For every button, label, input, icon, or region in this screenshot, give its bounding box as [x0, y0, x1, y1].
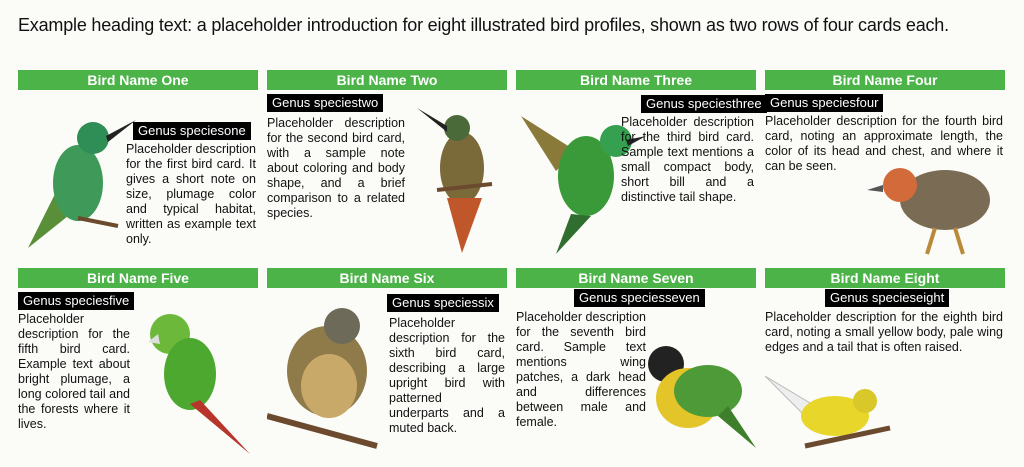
tyrannulet-illustration	[765, 356, 895, 456]
card-title: Bird Name Two	[267, 70, 507, 90]
card-title: Bird Name Six	[267, 268, 507, 288]
fruiteater-illustration	[638, 336, 756, 456]
card-title: Bird Name One	[18, 70, 258, 90]
card-description: Placeholder description for the sixth bird card, describing a large upright bird with patterned underparts and a muted back.	[389, 316, 505, 435]
bird-card-7	[516, 268, 756, 458]
scientific-name-tag: Genus speciestwo	[267, 94, 383, 112]
card-description: Placeholder description for the seventh bird card. Sample text mentions wing patches, a dark head and differences between male and female.	[516, 310, 646, 429]
scientific-name-tag: Genus specieseight	[825, 289, 949, 307]
card-description: Placeholder description for the third bird card. Sample text mentions a small compact body, short bill and a distinctive tail shape.	[621, 115, 754, 204]
bird-card-8	[765, 268, 1005, 458]
card-title: Bird Name Seven	[516, 268, 756, 288]
card-description: Placeholder description for the first bird card. It gives a short note on size, plumage color and typical habitat, written as example text only.	[126, 142, 256, 246]
hummingbird-illustration	[18, 98, 138, 258]
bird-card-4	[765, 70, 1005, 260]
antpitta-illustration	[267, 296, 387, 456]
hummingbird-illustration	[407, 98, 507, 258]
parakeet-illustration	[130, 304, 258, 456]
scientific-name-tag: Genus speciesthree	[641, 95, 767, 113]
card-description: Placeholder description for the fourth bird card, noting an approximate length, the color of its head and chest, and where it can be seen.	[765, 114, 1003, 173]
scientific-name-tag: Genus speciesfive	[18, 292, 134, 310]
card-title: Bird Name Four	[765, 70, 1005, 90]
scientific-name-tag: Genus speciesone	[133, 122, 251, 140]
intro-text: Example heading text: a placeholder introduction for eight illustrated bird profiles, shown as two rows of four cards each.	[18, 15, 949, 35]
card-title: Bird Name Eight	[765, 268, 1005, 288]
card-title: Bird Name Three	[516, 70, 756, 90]
rail-illustration	[865, 150, 1005, 258]
bird-card-5	[18, 268, 258, 458]
card-description: Placeholder description for the second bird card, with a sample note about coloring and body shape, and a brief comparison to a related species.	[267, 116, 405, 220]
card-description: Placeholder description for the eighth bird card, noting a small yellow body, pale wing edges and a tail that is often raised.	[765, 310, 1003, 354]
card-title: Bird Name Five	[18, 268, 258, 288]
scientific-name-tag: Genus speciesseven	[574, 289, 705, 307]
bird-card-2	[267, 70, 507, 260]
bird-card-3	[516, 70, 762, 260]
bird-card-1	[18, 70, 258, 260]
bird-card-6	[267, 268, 507, 458]
scientific-name-tag: Genus speciessix	[387, 294, 499, 312]
scientific-name-tag: Genus speciesfour	[765, 94, 883, 112]
card-description: Placeholder description for the fifth bird card. Example text about bright plumage, a long colored tail and the forests where it lives.	[18, 312, 130, 431]
bird-grid	[18, 70, 1006, 460]
